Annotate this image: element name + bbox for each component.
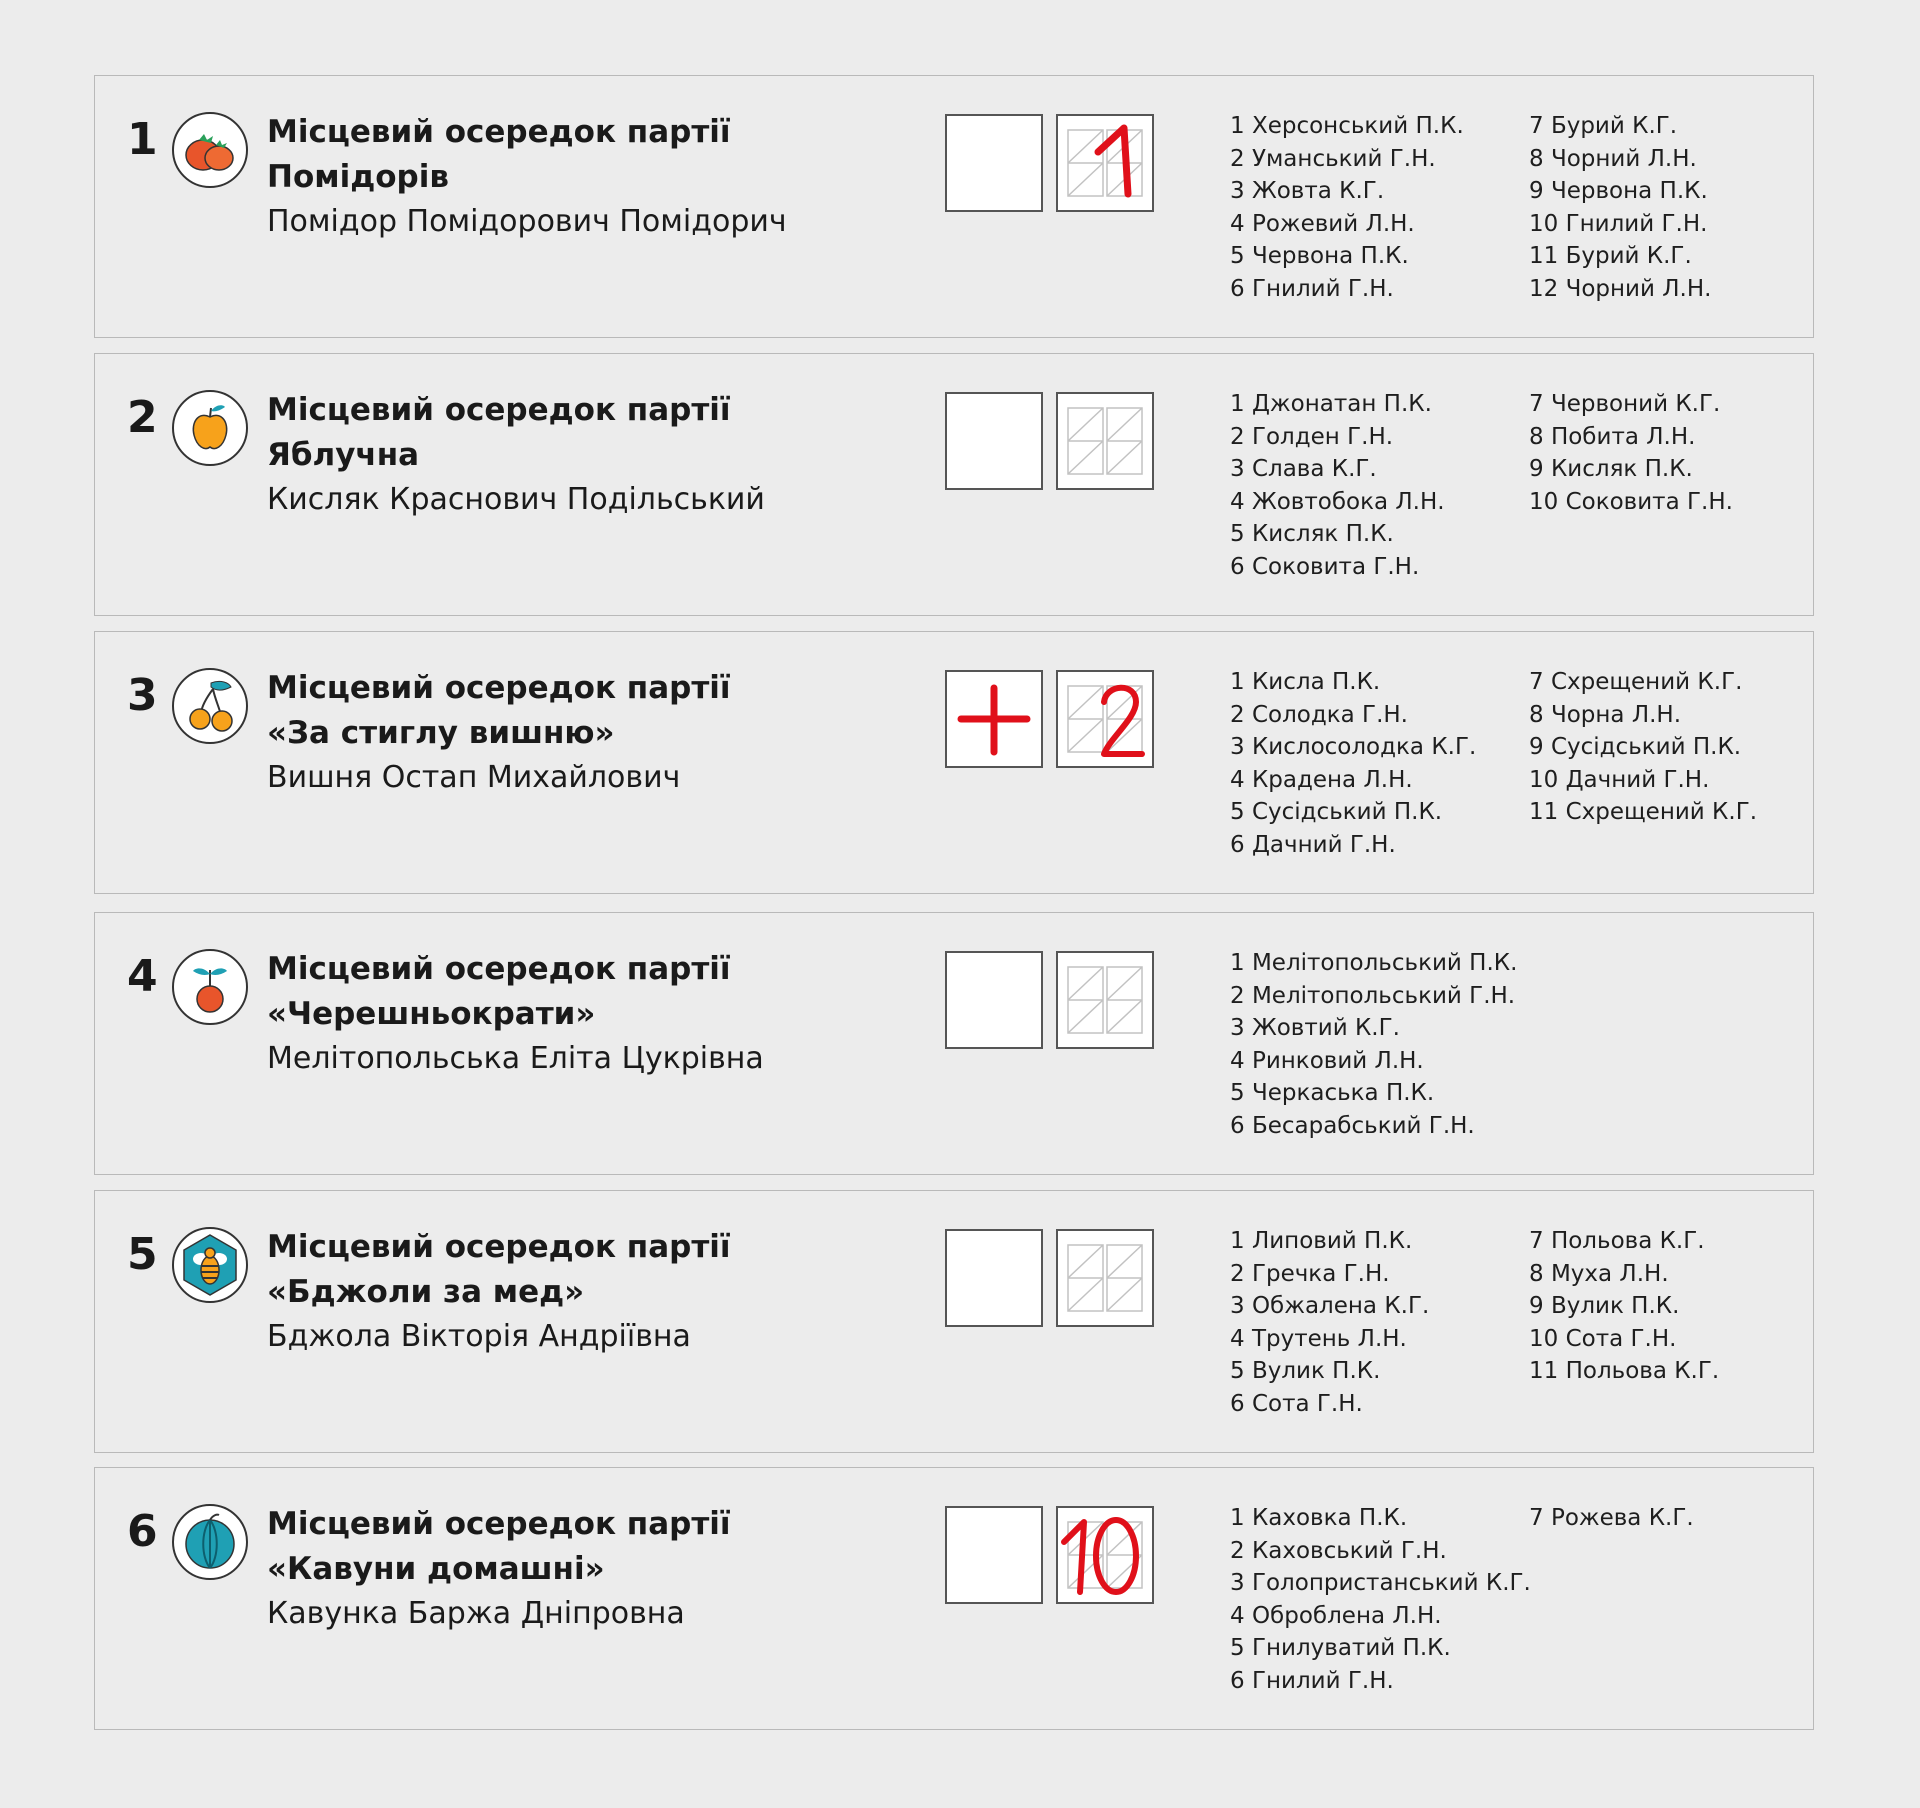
candidate-list-column-1 xyxy=(1230,1225,1429,1421)
candidate-item: 9 Червона П.К. xyxy=(1529,178,1708,205)
candidate-item: 2 Уманський Г.Н. xyxy=(1230,145,1436,172)
party-leader: Мелітопольська Еліта Цукрівна xyxy=(267,1041,764,1076)
candidate-item: 9 Сусідський П.К. xyxy=(1529,734,1742,761)
candidate-item: 3 Обжалена К.Г. xyxy=(1230,1293,1430,1320)
bee-icon xyxy=(171,1226,249,1304)
candidate-item: 10 Соковита Г.Н. xyxy=(1529,488,1733,515)
party-info xyxy=(267,1225,887,1359)
candidate-item: 11 Польова К.Г. xyxy=(1529,1358,1720,1385)
party-number: 6 xyxy=(127,1506,158,1557)
candidate-item: 6 Гнилий Г.Н. xyxy=(1230,1667,1394,1694)
party-name: Місцевий осередок партії Помідорів xyxy=(267,114,731,195)
candidate-item: 7 Схрещений К.Г. xyxy=(1529,669,1743,695)
party-row xyxy=(94,353,1814,616)
candidate-item: 2 Гречка Г.Н. xyxy=(1230,1260,1390,1287)
party-number: 2 xyxy=(127,392,158,443)
candidate-item: 10 Сота Г.Н. xyxy=(1529,1325,1677,1352)
candidate-number-box[interactable] xyxy=(1056,1229,1154,1327)
candidate-item: 1 Мелітопольський П.К. xyxy=(1230,950,1518,976)
candidate-item: 5 Сусідський П.К. xyxy=(1230,799,1443,826)
party-info xyxy=(267,1502,887,1636)
party-name: Місцевий осередок партії «Черешньократи» xyxy=(267,951,731,1032)
candidate-number-box[interactable] xyxy=(1056,392,1154,490)
candidate-item: 5 Кисляк П.К. xyxy=(1230,521,1394,548)
party-row xyxy=(94,631,1814,894)
candidate-item: 2 Солодка Г.Н. xyxy=(1230,701,1408,728)
apple-icon xyxy=(171,389,249,467)
watermelon-icon xyxy=(171,1503,249,1581)
candidate-list-column-2 xyxy=(1529,1225,1719,1388)
candidate-item: 6 Гнилий Г.Н. xyxy=(1230,275,1394,302)
party-row xyxy=(94,1190,1814,1453)
party-number: 5 xyxy=(127,1229,158,1280)
party-leader: Кисляк Краснович Подільський xyxy=(267,482,765,517)
candidate-item: 4 Ринковий Л.Н. xyxy=(1230,1047,1424,1074)
candidate-item: 6 Соковита Г.Н. xyxy=(1230,553,1420,580)
party-leader: Вишня Остап Михайлович xyxy=(267,760,681,795)
vote-checkbox[interactable] xyxy=(945,392,1043,490)
candidate-item: 4 Трутень Л.Н. xyxy=(1230,1325,1407,1352)
candidate-item: 1 Херсонський П.К. xyxy=(1230,113,1464,139)
party-name: Місцевий осередок партії Яблучна xyxy=(267,392,731,473)
vote-checkbox[interactable] xyxy=(945,114,1043,212)
party-info xyxy=(267,666,887,800)
candidate-item: 3 Кислосолодка К.Г. xyxy=(1230,734,1477,761)
candidate-number-box[interactable] xyxy=(1056,951,1154,1049)
candidate-item: 10 Дачний Г.Н. xyxy=(1529,766,1710,793)
vote-checkbox[interactable] xyxy=(945,670,1043,768)
candidate-item: 2 Мелітопольський Г.Н. xyxy=(1230,982,1516,1009)
candidate-item: 4 Оброблена Л.Н. xyxy=(1230,1602,1442,1629)
candidate-item: 3 Слава К.Г. xyxy=(1230,456,1377,483)
candidate-list-column-2 xyxy=(1529,666,1757,829)
candidate-item: 11 Схрещений К.Г. xyxy=(1529,799,1758,826)
party-row xyxy=(94,912,1814,1175)
candidate-item: 7 Червоний К.Г. xyxy=(1529,391,1721,417)
party-leader: Кавунка Баржа Дніпровна xyxy=(267,1596,685,1631)
candidate-list-column-1 xyxy=(1230,110,1464,306)
party-leader: Помідор Помідорович Помідорич xyxy=(267,204,787,239)
candidate-item: 1 Каховка П.К. xyxy=(1230,1505,1408,1531)
candidate-list-column-2 xyxy=(1529,110,1711,306)
party-leader: Бджола Вікторія Андріївна xyxy=(267,1319,691,1354)
candidate-item: 3 Жовтий К.Г. xyxy=(1230,1015,1400,1042)
party-number: 4 xyxy=(127,951,158,1002)
vote-checkbox[interactable] xyxy=(945,1506,1043,1604)
candidate-item: 12 Чорний Л.Н. xyxy=(1529,275,1712,302)
candidate-number-box[interactable] xyxy=(1056,1506,1154,1604)
candidate-list-column-2 xyxy=(1529,388,1733,518)
tomato-icon xyxy=(171,111,249,189)
candidate-list-column-1 xyxy=(1230,1502,1531,1698)
party-name: Місцевий осередок партії «Бджоли за мед» xyxy=(267,1229,731,1310)
candidate-list-column-1 xyxy=(1230,666,1476,862)
candidate-list-column-1 xyxy=(1230,388,1445,584)
candidate-list-column-2 xyxy=(1529,1502,1694,1535)
candidate-item: 2 Каховський Г.Н. xyxy=(1230,1537,1447,1564)
candidate-item: 4 Рожевий Л.Н. xyxy=(1230,210,1415,237)
candidate-item: 9 Вулик П.К. xyxy=(1529,1293,1680,1320)
candidate-item: 8 Побита Л.Н. xyxy=(1529,423,1696,450)
candidate-item: 5 Вулик П.К. xyxy=(1230,1358,1381,1385)
party-number: 1 xyxy=(127,114,158,165)
candidate-item: 10 Гнилий Г.Н. xyxy=(1529,210,1708,237)
candidate-item: 1 Кисла П.К. xyxy=(1230,669,1381,695)
candidate-item: 5 Черкаська П.К. xyxy=(1230,1080,1435,1107)
candidate-number-box[interactable] xyxy=(1056,114,1154,212)
candidate-item: 7 Польова К.Г. xyxy=(1529,1228,1705,1254)
candidate-item: 3 Голопристанський К.Г. xyxy=(1230,1570,1531,1597)
candidate-item: 9 Кисляк П.К. xyxy=(1529,456,1693,483)
candidate-item: 5 Гнилуватий П.К. xyxy=(1230,1635,1451,1662)
party-info xyxy=(267,388,887,522)
candidate-item: 11 Бурий К.Г. xyxy=(1529,243,1692,270)
candidate-item: 4 Жовтобока Л.Н. xyxy=(1230,488,1445,515)
vote-checkbox[interactable] xyxy=(945,951,1043,1049)
cherry-icon xyxy=(171,948,249,1026)
candidate-item: 3 Жовта К.Г. xyxy=(1230,178,1385,205)
cherries-icon xyxy=(171,667,249,745)
candidate-item: 6 Бесарабський Г.Н. xyxy=(1230,1112,1475,1139)
candidate-item: 1 Липовий П.К. xyxy=(1230,1228,1413,1254)
candidate-number-box[interactable] xyxy=(1056,670,1154,768)
candidate-item: 7 Бурий К.Г. xyxy=(1529,113,1678,139)
candidate-item: 8 Чорна Л.Н. xyxy=(1529,701,1682,728)
candidate-item: 2 Голден Г.Н. xyxy=(1230,423,1394,450)
candidate-item: 8 Чорний Л.Н. xyxy=(1529,145,1697,172)
candidate-item: 5 Червона П.К. xyxy=(1230,243,1409,270)
party-row xyxy=(94,75,1814,338)
vote-checkbox[interactable] xyxy=(945,1229,1043,1327)
party-info xyxy=(267,947,887,1081)
candidate-item: 8 Муха Л.Н. xyxy=(1529,1260,1669,1287)
party-name: Місцевий осередок партії «За стиглу вишню» xyxy=(267,670,731,751)
party-number: 3 xyxy=(127,670,158,721)
party-info xyxy=(267,110,887,244)
candidate-item: 4 Крадена Л.Н. xyxy=(1230,766,1413,793)
candidate-item: 6 Сота Г.Н. xyxy=(1230,1390,1363,1417)
candidate-list-column-1 xyxy=(1230,947,1517,1143)
candidate-item: 7 Рожева К.Г. xyxy=(1529,1505,1694,1531)
party-name: Місцевий осередок партії «Кавуни домашні» xyxy=(267,1506,731,1587)
candidate-item: 6 Дачний Г.Н. xyxy=(1230,831,1396,858)
party-row xyxy=(94,1467,1814,1730)
candidate-item: 1 Джонатан П.К. xyxy=(1230,391,1432,417)
